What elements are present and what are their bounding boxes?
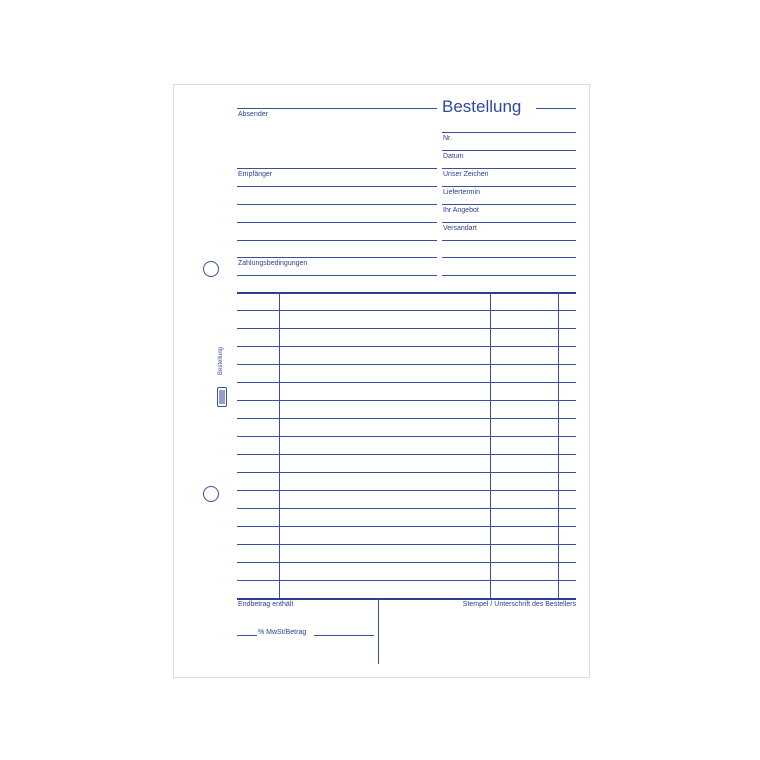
field-line <box>442 150 576 151</box>
field-line <box>442 204 576 205</box>
punch-hole-bottom <box>203 486 219 502</box>
field-label-liefertermin: Liefertermin <box>443 189 480 196</box>
table-row-line <box>237 310 576 311</box>
item-table <box>237 292 576 598</box>
table-row-line <box>237 508 576 509</box>
table-row-line <box>237 454 576 455</box>
field-line <box>442 275 576 276</box>
zahlung-line <box>237 275 437 276</box>
table-row-line <box>237 526 576 527</box>
empfaenger-line <box>237 240 437 241</box>
spine-vertical-label: Bestellung <box>218 346 224 375</box>
table-row-line <box>237 580 576 581</box>
field-line <box>442 257 576 258</box>
table-row-line <box>237 382 576 383</box>
mwst-label: % MwSt/Betrag <box>258 629 307 636</box>
table-row-line <box>237 346 576 347</box>
zahlung-label: Zahlungsbedingungen <box>238 260 308 267</box>
mwst-blank-line <box>237 635 257 636</box>
title-line-right <box>536 108 576 109</box>
empfaenger-line <box>237 204 437 205</box>
punch-hole-top <box>203 261 219 277</box>
brand-logo-icon <box>217 387 227 407</box>
field-line <box>442 240 576 241</box>
empfaenger-line <box>237 168 437 169</box>
field-label-versandart: Versandart <box>443 225 477 232</box>
field-label-nr: Nr. <box>443 135 452 142</box>
table-row-line <box>237 472 576 473</box>
table-row-line <box>237 400 576 401</box>
empfaenger-line <box>237 186 437 187</box>
field-label-datum: Datum <box>443 153 464 160</box>
absender-label: Absender <box>238 111 268 118</box>
table-column-divider <box>490 292 491 598</box>
field-line <box>442 186 576 187</box>
table-row-line <box>237 328 576 329</box>
table-row-line <box>237 544 576 545</box>
table-row-line <box>237 418 576 419</box>
table-top-border <box>237 292 576 294</box>
empfaenger-line <box>237 222 437 223</box>
table-row-line <box>237 490 576 491</box>
form-title: Bestellung <box>442 97 522 116</box>
field-label-ihr-angebot: Ihr Angebot <box>443 207 479 214</box>
table-row-line <box>237 436 576 437</box>
footer-divider <box>378 598 379 664</box>
field-line <box>442 222 576 223</box>
table-row-line <box>237 562 576 563</box>
absender-line <box>237 108 437 109</box>
table-column-divider <box>279 292 280 598</box>
empfaenger-label: Empfänger <box>238 171 273 178</box>
field-label-unser-zeichen: Unser Zeichen <box>443 171 489 178</box>
field-line <box>442 132 576 133</box>
zahlung-line <box>237 257 437 258</box>
endbetrag-label: Endbetrag enthält <box>238 601 294 608</box>
order-form-sheet <box>173 84 590 678</box>
table-bottom-border <box>237 598 576 600</box>
table-row-line <box>237 364 576 365</box>
table-column-divider <box>558 292 559 598</box>
field-line <box>442 168 576 169</box>
stempel-label: Stempel / Unterschrift des Bestellers <box>462 601 576 608</box>
mwst-amount-line <box>314 635 374 636</box>
